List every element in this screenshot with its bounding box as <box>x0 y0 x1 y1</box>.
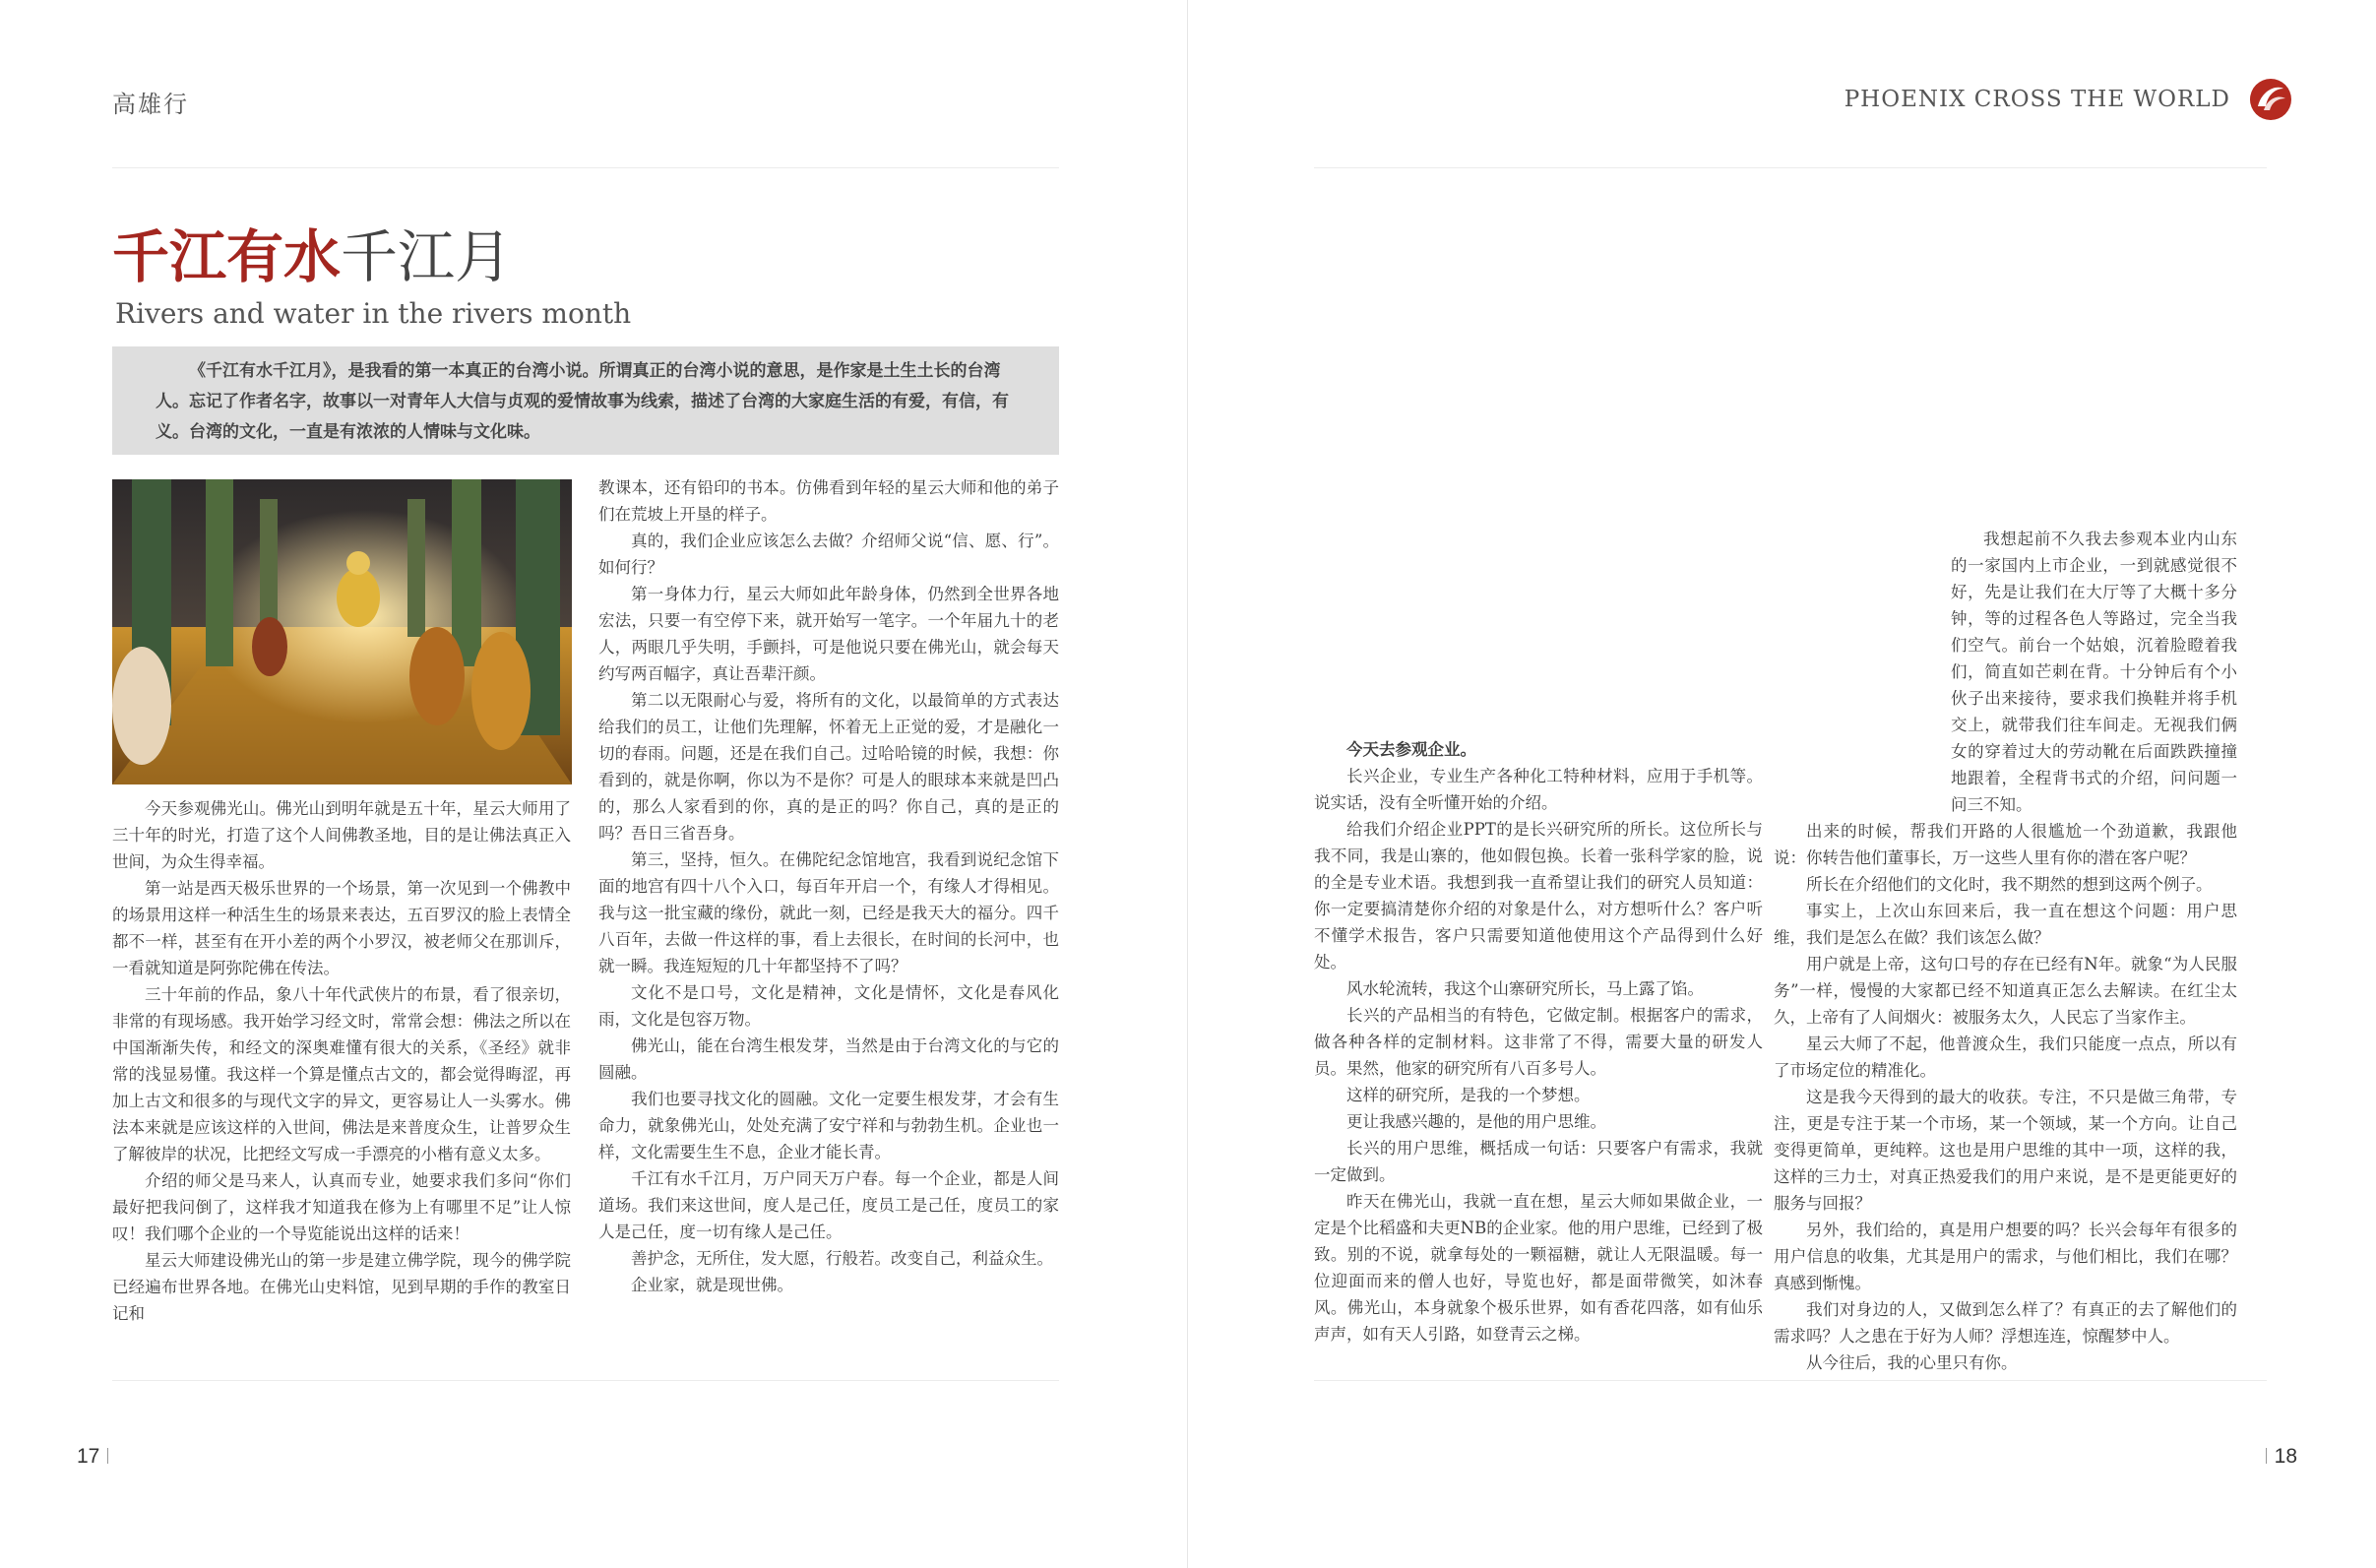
paragraph: 佛光山，能在台湾生根发芽，当然是由于台湾文化的与它的圆融。 <box>598 1036 1059 1082</box>
paragraph: 这样的研究所，是我的一个梦想。 <box>1346 1086 1591 1104</box>
right-column-2 <box>1774 526 2237 1376</box>
paragraph: 长兴的用户思维，概括成一句话：只要客户有需求，我就一定做到。 <box>1314 1139 1763 1184</box>
right-page <box>1188 0 2376 1568</box>
running-head-left: 高雄行 <box>112 91 189 118</box>
left-page <box>0 0 1187 1568</box>
paragraph: 企业家，就是现世佛。 <box>631 1276 793 1294</box>
paragraph: 另外，我们给的，真是用户想要的吗？长兴会每年有很多的用户信息的收集，尤其是用户的需求，与他们相比，我们在哪？真感到惭愧。 <box>1774 1221 2237 1292</box>
page-number-bar <box>2266 1448 2267 1464</box>
paragraph: 教课本，还有铅印的书本。仿佛看到年轻的星云大师和他的弟子们在荒坡上开垦的样子。 <box>598 478 1059 524</box>
paragraph: 用户就是上帝，这句口号的存在已经有N年。就象“为人民服务”一样，慢慢的大家都已经不知道真正怎么去解读。在红尘太久，上帝有了人间烟火：被服务太久，人民忘了当家作主。 <box>1774 955 2237 1027</box>
header-rule-left <box>112 167 1059 168</box>
paragraph: 善护念，无所住，发大愿，行般若。改变自己，利益众生。 <box>631 1249 1053 1268</box>
paragraph: 给我们介绍企业PPT的是长兴研究所的所长。这位所长与我不同，我是山寨的，他如假包换。长着一张科学家的脸，说的全是专业术语。我想到我一直希望让我们的研究人员知道：你一定要搞清楚你介绍的对象是什么，对方想听什么？客户听不懂学术报告，客户只需要知道他使用这个产品得到什么好处。 <box>1314 820 1763 972</box>
paragraph: 从今往后，我的心里只有你。 <box>1806 1353 2018 1372</box>
paragraph: 第三，坚持，恒久。在佛陀纪念馆地宫，我看到说纪念馆下面的地宫有四十八个入口，每百年开启一个，有缘人才得相见。我与这一批宝藏的缘份，就此一刻，已经是我天大的福分。四千八百年，去做一件这样的事，看上去很长，在时间的长河中，也就一瞬。我连短短的几十年都坚持不了吗？ <box>598 850 1059 975</box>
paragraph: 三十年前的作品，象八十年代武侠片的布景，看了很亲切，非常的有现场感。我开始学习经文时，常常会想：佛法之所以在中国渐渐失传，和经文的深奥难懂有很大的关系，《圣经》就非常的浅显易懂。我这样一个算是懂点古文的，都会觉得晦涩，再加上古文和很多的与现代文字的异文，更容易让人一头雾水。佛法本来就是应该这样的入世间，佛法是来普度众生，让普罗众生了解彼岸的状况，比把经文写成一手漂亮的小楷有意义太多。 <box>112 985 571 1163</box>
paragraph: 我们也要寻找文化的圆融。文化一定要生根发芽，才会有生命力，就象佛光山，处处充满了安宁祥和与勃勃生机。企业也一样，文化需要生生不息，企业才能长青。 <box>598 1090 1059 1161</box>
paragraph: 出来的时候，帮我们开路的人很尴尬一个劲道歉，我跟他说：你转告他们董事长，万一这些人里有你的潜在客户呢？ <box>1774 822 2237 867</box>
page-number-bar <box>107 1448 108 1464</box>
article-title-en: Rivers and water in the rivers month <box>115 297 632 330</box>
paragraph: 这是我今天得到的最大的收获。专注，不只是做三角带，专注，更是专注于某一个市场，某一个领域，某一个方向。让自己变得更简单，更纯粹。这也是用户思维的其中一项，这样的我，这样的三力士，对真正热爱我们的用户来说，是不是更能更好的服务与回报？ <box>1774 1088 2237 1213</box>
paragraph: 我们对身边的人，又做到怎么样了？有真正的去了解他们的需求吗？人之患在于好为人师？浮想连连，惊醒梦中人。 <box>1774 1300 2237 1346</box>
left-column-2 <box>598 474 1059 1298</box>
header-rule-right <box>1314 167 2267 168</box>
footer-rule-left <box>112 1380 1059 1381</box>
paragraph: 千江有水千江月，万户同天万户春。每一个企业，都是人间道场。我们来这世间，度人是己任，度员工是己任，度员工的家人是己任，度一切有缘人是己任。 <box>598 1169 1059 1241</box>
phoenix-logo-icon <box>2248 77 2293 122</box>
title-cn-dark: 千江月 <box>341 223 513 290</box>
title-cn-red: 千江有水 <box>112 223 342 290</box>
paragraph: 昨天在佛光山，我就一直在想，星云大师如果做企业，一定是个比稻盛和夫更NB的企业家。他的用户思维，已经到了极致。别的不说，就拿每处的一颗福糖，就让人无限温暖。每一位迎面而来的僧人也好，导览也好，都是面带微笑，如沐春风。佛光山，本身就象个极乐世界，如有香花四落，如有仙乐声声，如有天人引路，如登青云之梯。 <box>1314 1192 1763 1344</box>
paragraph: 文化不是口号，文化是精神，文化是情怀，文化是春风化雨，文化是包容万物。 <box>598 983 1059 1029</box>
paragraph: 介绍的师父是马来人，认真而专业，她要求我们多问“你们最好把我问倒了，这样我才知道我在修为上有哪里不足”让人惊叹！我们哪个企业的一个导览能说出这样的话来！ <box>112 1171 571 1243</box>
paragraph: 第一站是西天极乐世界的一个场景，第一次见到一个佛教中的场景用这样一种活生生的场景来表达，五百罗汉的脸上表情全都不一样，甚至有在开小差的两个小罗汉，被老师父在那训斥，一看就知道是阿弥陀佛在传法。 <box>112 879 571 977</box>
page-number-right <box>2258 1445 2297 1469</box>
paragraph: 今天去参观企业。 <box>1346 740 1476 759</box>
running-head-right: PHOENIX CROSS THE WORLD <box>1844 87 2230 112</box>
paragraph: 长兴的产品相当的有特色，它做定制。根据客户的需求，做各种各样的定制材料。这非常了不得，需要大量的研发人员。果然，他家的研究所有八百多号人。 <box>1314 1006 1763 1078</box>
paragraph: 第二以无限耐心与爱，将所有的文化，以最简单的方式表达给我们的员工，让他们先理解，怀着无上正觉的爱，才是融化一切的春雨。问题，还是在我们自己。过哈哈镜的时候，我想：你看到的，就是你啊，你以为不是你？可是人的眼球本来就是凹凸的，那么人家看到的你，真的是正的吗？你自己，真的是正的吗？吾日三省吾身。 <box>598 691 1059 843</box>
page-number-18: 18 <box>2274 1445 2297 1468</box>
article-title-cn <box>112 223 513 290</box>
paragraph: 长兴企业，专业生产各种化工特种材料，应用于手机等。说实话，没有全听懂开始的介绍。 <box>1314 767 1763 812</box>
footer-rule-right <box>1314 1380 2267 1381</box>
page-number-17: 17 <box>77 1445 100 1468</box>
paragraph: 第一身体力行，星云大师如此年龄身体，仍然到全世界各地宏法，只要一有空停下来，就开始写一笔字。一个年届九十的老人，两眼几乎失明，手颤抖，可是他说只要在佛光山，就会每天约写两百幅字，真让吾辈汗颜。 <box>598 585 1059 683</box>
paragraph: 风水轮流转，我这个山寨研究所长，马上露了馅。 <box>1346 979 1704 998</box>
paragraph: 事实上，上次山东回来后，我一直在想这个问题：用户思维，我们是怎么在做？我们该怎么做？ <box>1774 902 2237 947</box>
page-number-left <box>77 1445 116 1469</box>
paragraph: 我想起前不久我去参观本业内山东的一家国内上市企业，一到就感觉很不好，先是让我们在大厅等了大概十多分钟，等的过程各色人等路过，完全当我们空气。前台一个姑娘，沉着脸瞪着我们，简直如芒刺在背。十分钟后有个小伙子出来接待，要求我们换鞋并将手机交上，就带我们往车间走。无视我们俩女的穿着过大的劳动靴在后面跌跌撞撞地跟着，全程背书式的介绍，问问题一问三不知。 <box>1951 530 2237 814</box>
paragraph: 真的，我们企业应该怎么去做？介绍师父说“信、愿、行”。如何行？ <box>598 532 1059 577</box>
paragraph: 今天参观佛光山。佛光山到明年就是五十年，星云大师用了三十年的时光，打造了这个人间佛教圣地，目的是让佛法真正入世间，为众生得幸福。 <box>112 799 571 871</box>
paragraph: 星云大师了不起，他普渡众生，我们只能度一点点，所以有了市场定位的精准化。 <box>1774 1035 2237 1080</box>
right-column-1 <box>1314 736 1763 1348</box>
paragraph: 更让我感兴趣的，是他的用户思维。 <box>1346 1112 1606 1131</box>
paragraph: 星云大师建设佛光山的第一步是建立佛学院，现今的佛学院已经遍布世界各地。在佛光山史料馆，见到早期的手作的教室日记和 <box>112 1251 571 1323</box>
paragraph: 所长在介绍他们的文化时，我不期然的想到这两个例子。 <box>1806 875 2213 894</box>
left-column-1 <box>112 795 571 1327</box>
lead-paragraph: 《千江有水千江月》，是我看的第一本真正的台湾小说。所谓真正的台湾小说的意思，是作家是土生土长的台湾人。忘记了作者名字，故事以一对青年人大信与贞观的爱情故事为线索，描述了台湾的大家庭生活的有爱，有信，有义。台湾的文化，一直是有浓浓的人情味与文化味。 <box>112 346 1059 455</box>
temple-hall-photo <box>112 479 572 784</box>
